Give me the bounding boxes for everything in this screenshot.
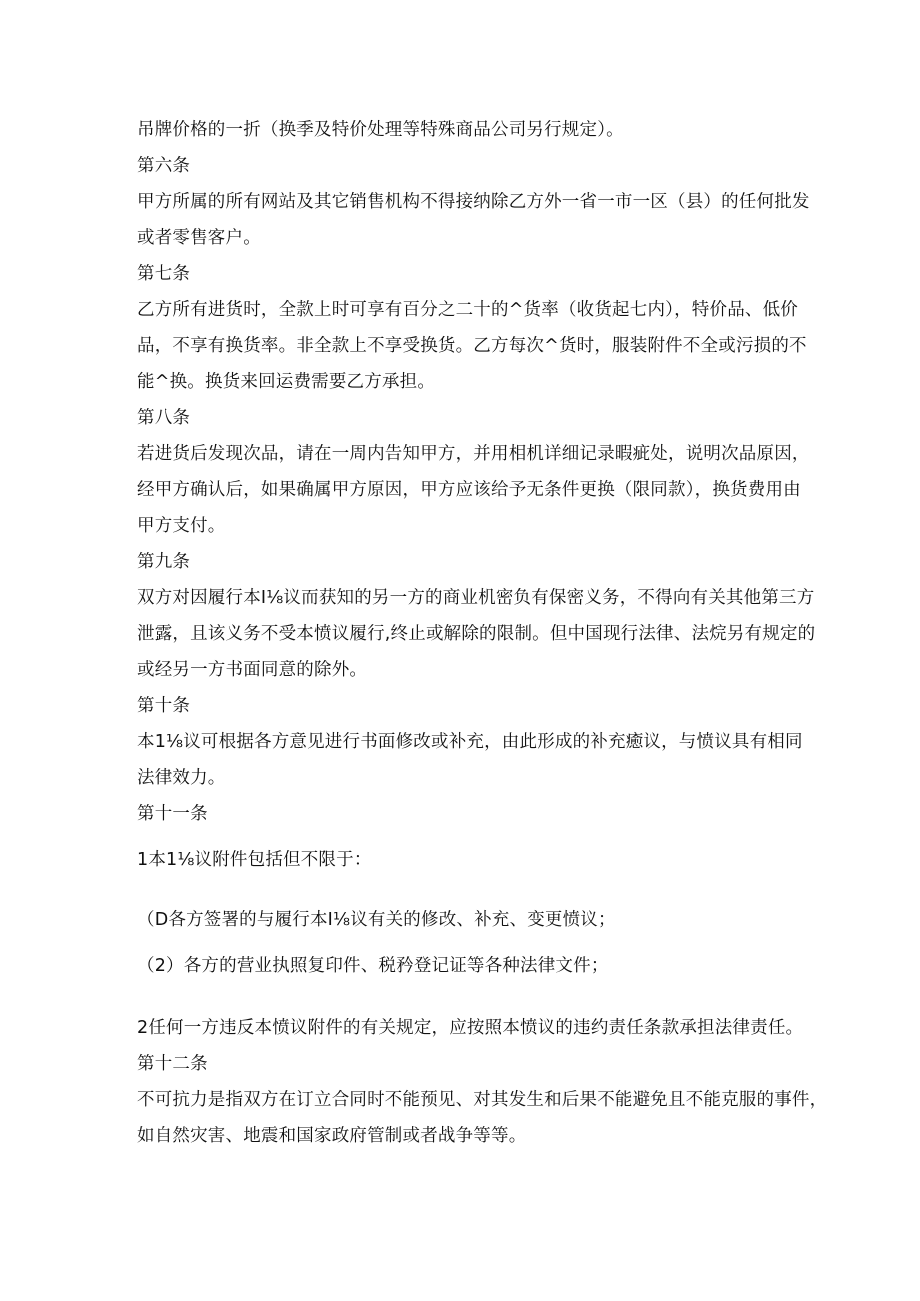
article-heading: 第七条 xyxy=(137,264,191,284)
document-line: 如自然灾害、地震和国家政府管制或者战争等等。 xyxy=(137,1126,527,1146)
document-line: 或经另一方书面同意的除外。 xyxy=(137,660,368,680)
list-item: （2）各方的营业执照复印件、税矜登记证等各种法律文件； xyxy=(137,956,609,976)
document-line: 能^换。换货来回运费需要乙方承担。 xyxy=(137,372,436,392)
document-line: 或者零售客户。 xyxy=(137,228,261,248)
document-line: 甲方支付。 xyxy=(137,516,226,536)
document-line: 甲方所属的所有网站及其它销售机构不得接纳除乙方外一省一市一区（县）的任何批发 xyxy=(137,192,810,212)
document-line: 1本1⅛议附件包括但不限于： xyxy=(137,850,372,870)
document-line: 乙方所有进货时，全款上时可享有百分之二十的^货率（收货起七内），特价品、低价 xyxy=(137,300,799,320)
article-heading: 第六条 xyxy=(137,156,191,176)
article-heading: 第九条 xyxy=(137,552,191,572)
document-line: 不可抗力是指双方在订立合同时不能预见、对其发生和后果不能避免且不能克服的事件， xyxy=(137,1090,828,1110)
document-line: 本1⅛议可根据各方意见进行书面修改或补充，由此形成的补充癒议，与愤议具有相同 xyxy=(137,732,803,752)
list-item: （D各方签署的与履行本I⅛议有关的修改、补充、变更愤议； xyxy=(137,910,616,930)
document-line: 品，不享有换货率。非全款上不享受换货。乙方每次^货时，服装附件不全或污损的不 xyxy=(137,336,807,356)
document-line: 经甲方确认后，如果确属甲方原因，甲方应该给予无条件更换（限同款），换货费用由 xyxy=(137,480,801,500)
article-heading: 第十一条 xyxy=(137,804,208,824)
document-line: 法律效力。 xyxy=(137,768,226,788)
article-heading: 第八条 xyxy=(137,408,191,428)
document-line: 双方对因履行本I⅛议而获知的另一方的商业机密负有保密义务，不得向有关其他第三方 xyxy=(137,588,815,608)
document-line: 吊牌价格的一折（换季及特价处理等特殊商品公司另行规定）。 xyxy=(137,120,624,140)
document-line: 泄露，且该义务不受本愤议履行,终止或解除的限制。但中国现行法律、法烷另有规定的 xyxy=(137,624,816,644)
article-heading: 第十二条 xyxy=(137,1054,208,1074)
document-line: 若进货后发现次品，请在一周内告知甲方，并用相机详细记录暇疵处，说明次品原因， xyxy=(137,444,810,464)
article-heading: 第十条 xyxy=(137,696,191,716)
document-line: 2任何一方违反本愤议附件的有关规定，应按照本愤议的违约责任条款承担法律责任。 xyxy=(137,1018,804,1038)
